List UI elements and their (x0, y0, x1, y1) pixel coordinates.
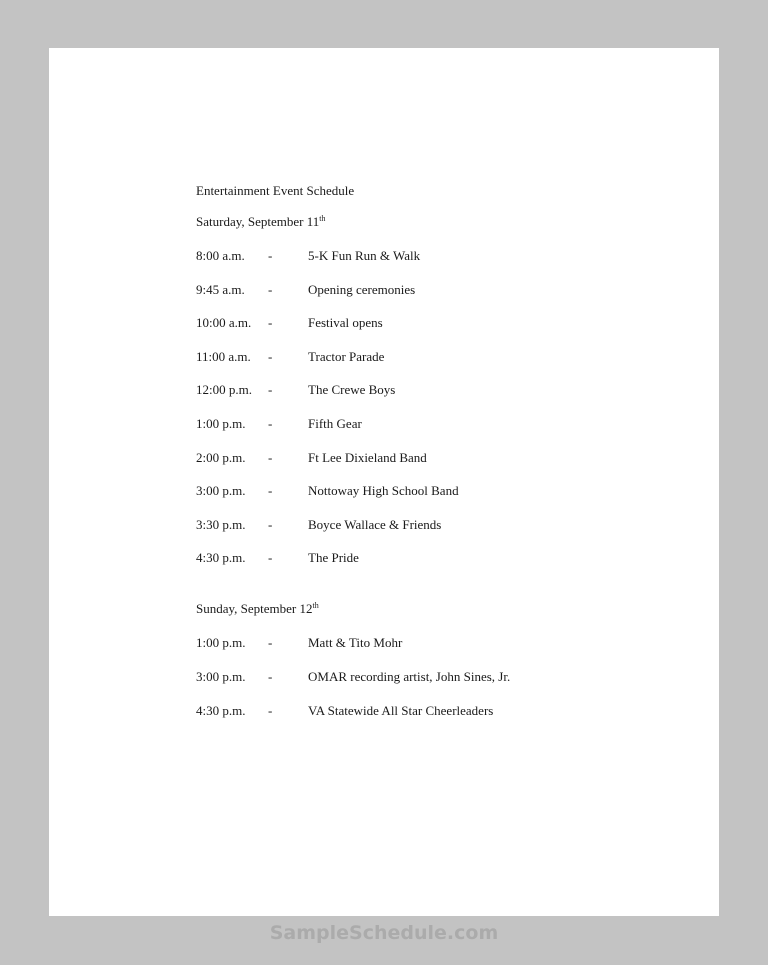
event-separator: - (268, 516, 273, 532)
event-time: 11:00 a.m. (196, 348, 251, 364)
ordinal-suffix: th (319, 214, 326, 223)
event-separator: - (268, 248, 273, 263)
event-time: 8:00 a.m. (196, 248, 245, 263)
event-separator: - (268, 550, 273, 566)
schedule-row (196, 379, 676, 401)
schedule-row (196, 514, 676, 536)
event-name: Matt & Tito Mohr (308, 635, 403, 651)
schedule-row (196, 666, 676, 688)
event-separator: - (268, 281, 273, 297)
event-name: Fifth Gear (308, 415, 362, 431)
event-separator: - (268, 348, 273, 364)
document-title: Entertainment Event Schedule (196, 183, 355, 198)
day-section-sunday (196, 598, 676, 721)
day-heading (196, 598, 676, 620)
event-name: Tractor Parade (308, 348, 385, 364)
day-section-saturday (196, 211, 676, 569)
schedule-row (196, 480, 676, 502)
event-time: 12:00 p.m. (196, 382, 252, 398)
event-name: Opening ceremonies (308, 281, 416, 297)
event-separator: - (268, 449, 273, 465)
day-heading-text: Sunday, September 12 (196, 601, 313, 617)
event-name: 5-K Fun Run & Walk (308, 248, 421, 263)
schedule-row (196, 632, 676, 654)
event-name: The Pride (308, 550, 359, 566)
schedule-row (196, 447, 676, 469)
event-time: 4:30 p.m. (196, 550, 246, 566)
watermark-text: SampleSchedule.com (269, 922, 499, 944)
event-name: Ft Lee Dixieland Band (308, 449, 427, 465)
event-time: 1:00 p.m. (196, 415, 246, 431)
event-separator: - (268, 702, 273, 718)
event-name: Nottoway High School Band (308, 483, 459, 499)
schedule-row (196, 547, 676, 569)
event-name: Boyce Wallace & Friends (308, 516, 442, 532)
event-time: 2:00 p.m. (196, 449, 246, 465)
ordinal-suffix: th (312, 601, 319, 611)
schedule-row (196, 346, 676, 368)
event-time: 1:00 p.m. (196, 635, 246, 651)
event-separator: - (268, 483, 273, 499)
event-separator: - (268, 382, 273, 398)
event-time: 4:30 p.m. (196, 702, 246, 718)
event-time: 3:00 p.m. (196, 483, 246, 499)
event-name: Festival opens (308, 315, 383, 331)
event-separator: - (268, 415, 273, 431)
schedule-content (196, 180, 676, 733)
event-separator: - (268, 635, 273, 651)
day-heading-text: Saturday, September 11 (196, 214, 320, 229)
event-time: 9:45 a.m. (196, 281, 245, 297)
event-separator: - (268, 315, 273, 331)
event-time: 10:00 a.m. (196, 315, 252, 331)
schedule-row (196, 279, 676, 301)
event-time: 3:00 p.m. (196, 668, 246, 684)
event-time: 3:30 p.m. (196, 516, 246, 532)
document-page (49, 48, 719, 916)
schedule-row (196, 413, 676, 435)
event-name: VA Statewide All Star Cheerleaders (308, 702, 494, 718)
day-heading (196, 211, 676, 233)
event-separator: - (268, 668, 273, 684)
schedule-row (196, 245, 676, 267)
schedule-row (196, 700, 676, 722)
event-name: The Crewe Boys (308, 382, 396, 398)
schedule-row (196, 312, 676, 334)
event-name: OMAR recording artist, John Sines, Jr. (308, 668, 511, 684)
